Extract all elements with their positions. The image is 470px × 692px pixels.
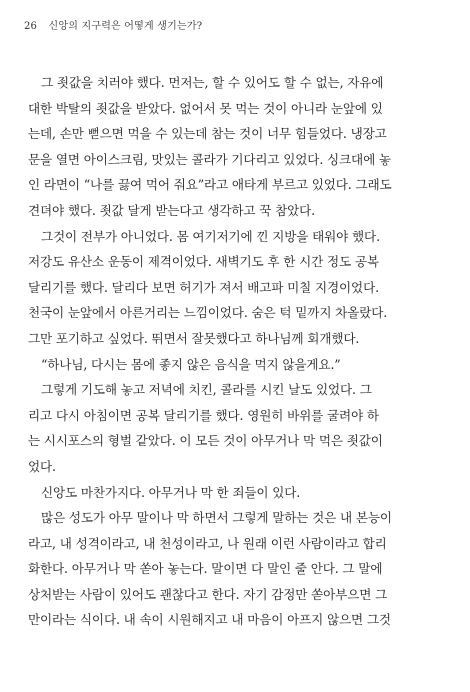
book-title: 신앙의 지구력은 어떻게 생기는가?	[48, 21, 203, 32]
text-line: 는 시시포스의 형벌 같았다. 이 모든 것이 아무거나 막 먹은 죗값이	[28, 433, 383, 449]
paragraph	[28, 224, 442, 352]
text-line: 인 라면이 “나를 끓여 먹어 줘요”라고 애타게 부르고 있었다. 그래도	[28, 177, 392, 193]
text-line: 그렇게 기도해 놓고 저녁에 치킨, 콜라를 시킨 날도 있었다. 그	[41, 382, 372, 398]
text-line: 신앙도 마찬가지다. 아무거나 막 한 죄들이 있다.	[41, 484, 301, 500]
text-line: 화한다. 아무거나 막 쏟아 놓는다. 말이면 다 말인 줄 안다. 그 말에	[28, 561, 383, 577]
text-line: 문을 열면 아이스크림, 맛있는 콜라가 기다리고 있었다. 싱크대에 놓	[28, 151, 391, 167]
text-line: 상처받는 사람이 있어도 괜찮다고 한다. 자기 감정만 쏟아부으면 그	[28, 586, 388, 602]
body-text	[28, 70, 442, 633]
text-line: 그것이 전부가 아니었다. 몸 여기저기에 낀 지방을 태워야 했다.	[41, 228, 380, 244]
text-line: 그 죗값을 치러야 했다. 먼저는, 할 수 있어도 할 수 없는, 자유에	[41, 75, 384, 90]
paragraph	[28, 505, 442, 633]
page-number: 26	[24, 21, 38, 32]
text-line: 만이라는 식이다. 내 속이 시원해지고 내 마음이 아프지 않으면 그것	[28, 612, 391, 628]
text-line: 라고, 내 성격이라고, 내 천성이라고, 나 원래 이런 사람이라고 합리	[28, 535, 387, 551]
paragraph	[28, 480, 442, 506]
text-line: 달리기를 했다. 달리다 보면 허기가 져서 배고파 미칠 지경이었다.	[28, 279, 379, 295]
text-line: 는데, 손만 뻗으면 먹을 수 있는데 참는 것이 너무 힘들었다. 냉장고	[28, 126, 387, 142]
paragraph	[28, 70, 442, 224]
text-line: 리고 다시 아침이면 공복 달리기를 했다. 영원히 바위를 굴려야 하	[28, 407, 379, 423]
running-head	[24, 17, 202, 32]
paragraph	[28, 377, 442, 479]
text-line: 었다.	[28, 458, 56, 474]
text-line: 저강도 유산소 운동이 제격이었다. 새벽기도 후 한 시간 정도 공복	[28, 254, 379, 270]
text-line: 견뎌야 했다. 죗값 달게 받는다고 생각하고 꾹 참았다.	[28, 202, 316, 218]
text-line: 천국이 눈앞에서 아른거리는 느낌이었다. 숨은 턱 밑까지 차올랐다.	[28, 305, 388, 321]
paragraph	[28, 352, 442, 378]
text-line: 대한 박탈의 죗값을 받았다. 없어서 못 먹는 것이 아니라 눈앞에 있	[28, 100, 383, 116]
text-line: “하나님, 다시는 몸에 좋지 않은 음식을 먹지 않을게요.”	[41, 356, 341, 372]
text-line: 그만 포기하고 싶었다. 뛰면서 잘못했다고 하나님께 회개했다.	[28, 330, 360, 346]
text-line: 많은 성도가 아무 말이나 막 하면서 그렇게 말하는 것은 내 본능이	[41, 510, 392, 526]
